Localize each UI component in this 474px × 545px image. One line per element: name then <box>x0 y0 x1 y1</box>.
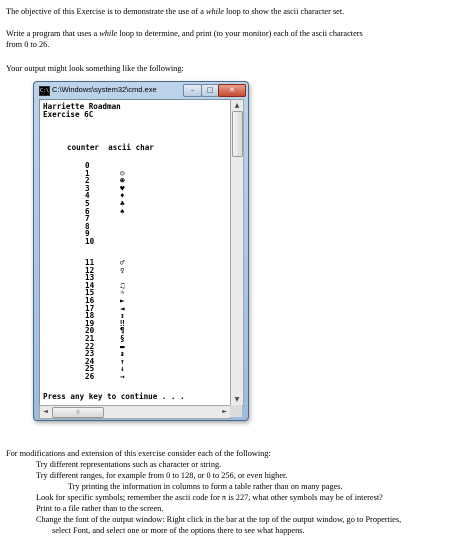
console-counter: 21 <box>85 334 95 343</box>
mod-item: Look for specific symbols; remember the ascii code for π is 227, what other symbols may be of interest? <box>36 493 383 502</box>
console-counter: 1 <box>85 168 90 178</box>
console-counter: 25 <box>85 364 95 374</box>
task-text-1: Write a program that uses a <box>6 29 100 38</box>
task-emphasis: while <box>99 29 118 38</box>
console-counter: 17 <box>85 303 95 313</box>
console-name-line: Harriette Roadman <box>43 102 121 111</box>
console-exercise-line: Exercise 6C <box>43 110 94 119</box>
console-counter: 4 <box>85 191 90 201</box>
scroll-corner <box>230 405 242 417</box>
console-ascii-char: ♠ <box>120 206 125 216</box>
task-text-3: from 0 to 26. <box>6 39 50 49</box>
console-counter: 12 <box>85 265 95 275</box>
console-counter: 7 <box>85 214 90 224</box>
console-counter: 15 <box>85 288 95 298</box>
console-ascii-char: ◄ <box>120 303 125 313</box>
modifications-intro: For modifications and extension of this exercise consider each of the following: <box>6 449 271 458</box>
console-counter: 8 <box>85 221 90 231</box>
console-ascii-char: → <box>120 372 125 381</box>
console-ascii-char: ♦ <box>120 191 125 201</box>
console-counter: 23 <box>85 349 95 359</box>
console-counter: 5 <box>85 199 90 208</box>
window-titlebar[interactable] <box>34 82 248 98</box>
mod-item: Try printing the information in columns to form a table rather than on many pages. <box>68 482 343 491</box>
console-ascii-char: ♫ <box>120 280 125 290</box>
maximize-button[interactable]: □ <box>201 84 219 97</box>
console-counter: 19 <box>85 318 95 328</box>
console-ascii-char: ► <box>120 296 125 305</box>
console-ascii-char: ♥ <box>120 183 125 193</box>
mod-item: Try different representations such as character or string. <box>36 460 222 469</box>
console-continue-prompt: Press any key to continue . . . <box>43 392 185 401</box>
minimize-button[interactable]: – <box>183 84 202 97</box>
console-ascii-char: ¶ <box>120 326 125 336</box>
mod-item: Try different ranges, for example from 0 to 128, or 0 to 256, or even higher. <box>36 471 288 480</box>
console-output <box>39 99 231 406</box>
objective-emphasis: while <box>205 7 224 16</box>
console-ascii-char: ▬ <box>120 341 125 351</box>
horizontal-scrollbar[interactable] <box>39 405 231 419</box>
console-counter: 14 <box>85 280 95 290</box>
mod-item: select Font, and select one or more of the options there to see what happens. <box>52 526 305 535</box>
output-hint: Your output might look something like the following: <box>6 64 184 73</box>
window-title: C:\Windows\system32\cmd.exe <box>52 85 157 94</box>
cmd-window[interactable] <box>33 81 249 421</box>
console-column-header: counter ascii char <box>67 143 154 152</box>
task-paragraph <box>6 29 466 50</box>
objective-text-2: loop to show the ascii character set. <box>223 7 345 16</box>
console-counter: 11 <box>85 258 95 267</box>
console-ascii-char: § <box>120 334 125 343</box>
mod-item: Change the font of the output window: Right click in the bar at the top of the output window, go to Properties, <box>36 515 402 524</box>
vertical-scroll-thumb[interactable] <box>232 111 243 157</box>
console-ascii-char: ☻ <box>120 176 125 186</box>
scroll-up-icon[interactable]: ▲ <box>234 102 240 109</box>
console-counter: 16 <box>85 296 95 305</box>
objective-text-1: The objective of this Exercise is to demonstrate the use of a <box>6 7 206 16</box>
task-text-2: loop to determine, and print (to your monitor) each of the ascii characters <box>117 29 363 38</box>
console-ascii-char: ↑ <box>120 356 125 366</box>
console-counter: 3 <box>85 183 90 193</box>
console-ascii-char: ☼ <box>120 288 125 298</box>
console-counter: 22 <box>85 341 95 351</box>
console-counter: 0 <box>85 161 90 170</box>
console-ascii-char: ↕ <box>120 311 125 321</box>
console-counter: 20 <box>85 326 95 336</box>
console-counter: 24 <box>85 356 95 366</box>
console-ascii-char: ‼ <box>120 318 125 328</box>
console-ascii-char: ♣ <box>120 199 125 208</box>
console-ascii-char: ♀ <box>120 265 125 275</box>
scroll-down-icon[interactable]: ▼ <box>234 396 240 403</box>
console-counter: 26 <box>85 372 95 381</box>
console-counter: 9 <box>85 229 90 239</box>
horizontal-scroll-thumb[interactable]: ||| <box>52 407 104 418</box>
console-counter: 10 <box>85 237 95 246</box>
console-counter: 18 <box>85 311 95 321</box>
console-ascii-char: ♂ <box>120 258 125 267</box>
close-button[interactable]: ✕ <box>218 84 246 97</box>
cmd-icon: C:\ <box>40 88 50 94</box>
console-counter: 13 <box>85 273 95 283</box>
console-counter: 6 <box>85 206 90 216</box>
console-ascii-char: ☺ <box>120 168 125 178</box>
console-ascii-char: ↓ <box>120 364 125 374</box>
console-counter: 2 <box>85 176 90 186</box>
scroll-right-icon[interactable]: ► <box>222 408 227 415</box>
mod-item: Print to a file rather than to the screen. <box>36 504 164 513</box>
vertical-scrollbar[interactable] <box>230 99 244 406</box>
objective-paragraph <box>6 7 466 18</box>
console-ascii-char: ↨ <box>120 349 125 359</box>
scroll-left-icon[interactable]: ◄ <box>43 408 48 415</box>
